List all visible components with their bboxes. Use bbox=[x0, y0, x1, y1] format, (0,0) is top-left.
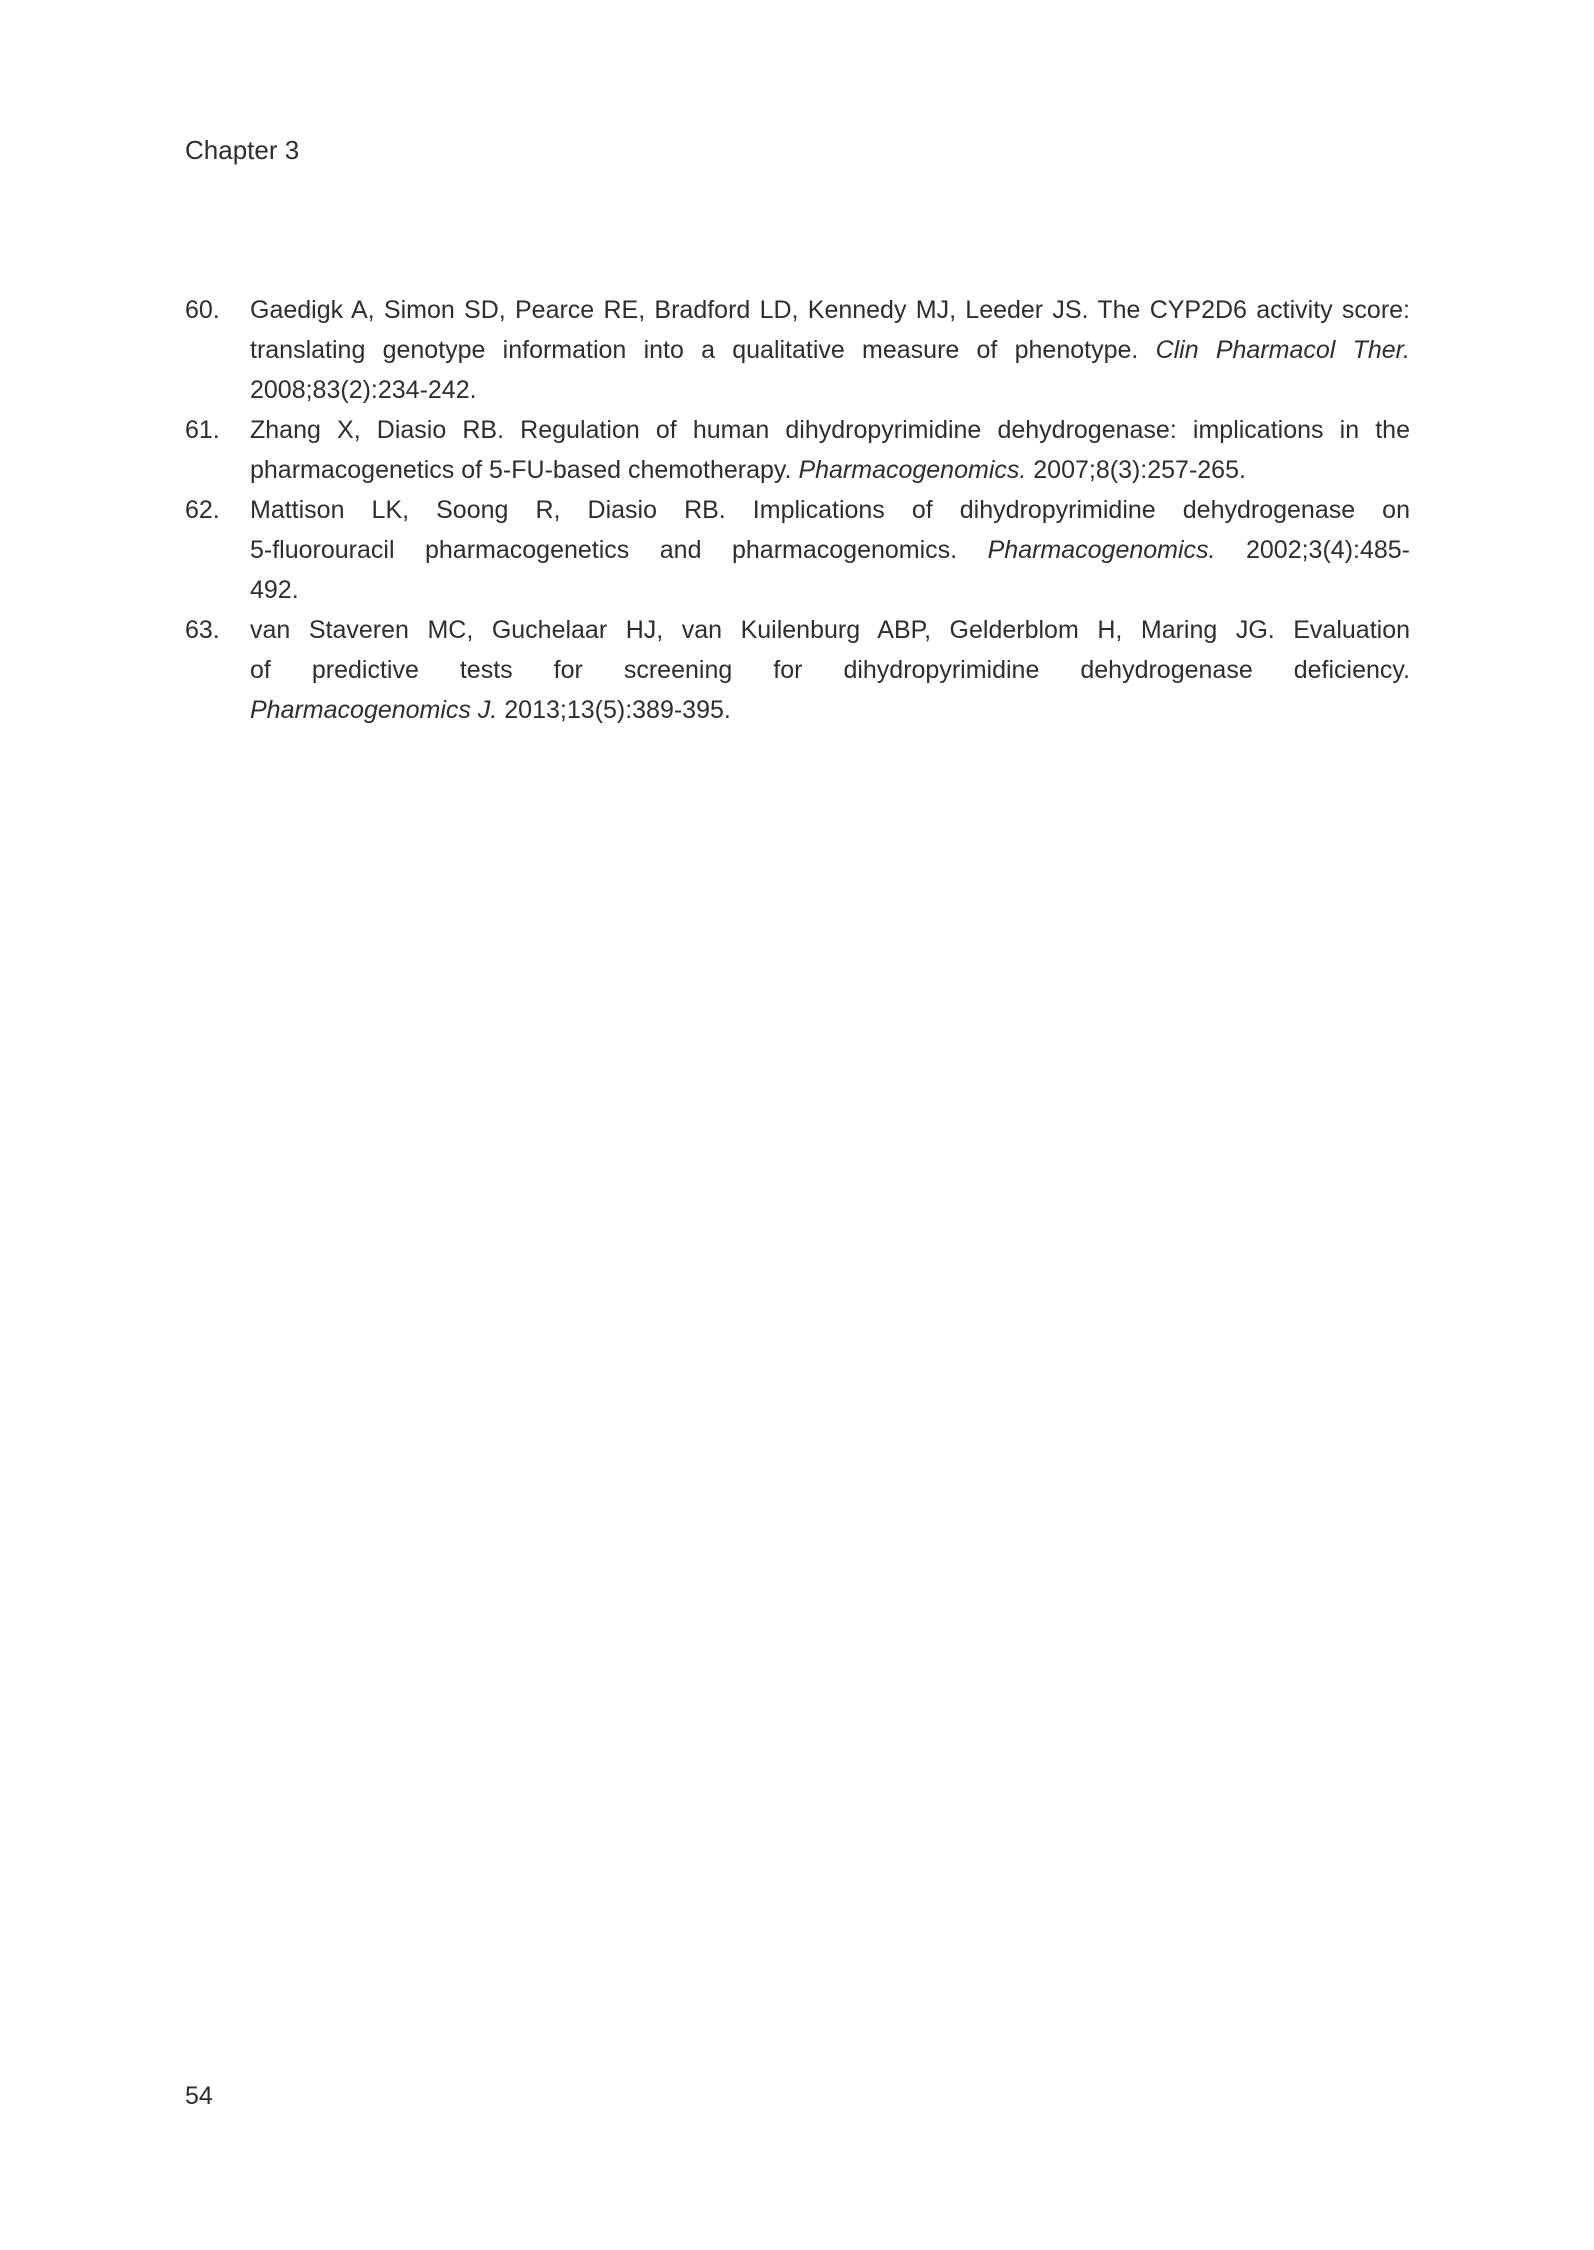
reference-item bbox=[185, 290, 1410, 410]
reference-line bbox=[250, 330, 1410, 370]
reference-text bbox=[250, 610, 1410, 730]
reference-line bbox=[250, 650, 1410, 690]
page-number: 54 bbox=[185, 2082, 213, 2110]
chapter-header: Chapter 3 bbox=[185, 135, 300, 165]
reference-segment: 2013;13(5):389-395. bbox=[497, 696, 731, 724]
reference-number: 63. bbox=[185, 616, 220, 644]
reference-segment: Mattison LK, Soong R, Diasio RB. Implications of dihydropyrimidine dehydrogenase on bbox=[250, 496, 1410, 524]
reference-line bbox=[250, 570, 1410, 610]
reference-segment: 2002;3(4):485- bbox=[1215, 536, 1410, 564]
reference-segment: of predictive tests for screening for dihydropyrimidine dehydrogenase deficiency. bbox=[250, 656, 1410, 684]
reference-segment: 5-fluorouracil pharmacogenetics and pharmacogenomics. bbox=[250, 536, 988, 564]
references-list bbox=[185, 290, 1410, 730]
reference-text bbox=[250, 410, 1410, 490]
journal-name: Pharmacogenomics. bbox=[798, 456, 1027, 484]
reference-line bbox=[250, 690, 1410, 730]
reference-segment: 2008;83(2):234-242. bbox=[250, 376, 477, 404]
journal-name: Pharmacogenomics J. bbox=[250, 696, 498, 724]
journal-name: Pharmacogenomics. bbox=[987, 536, 1216, 564]
reference-segment: 492. bbox=[250, 576, 299, 604]
reference-line bbox=[250, 610, 1410, 650]
reference-segment: Zhang X, Diasio RB. Regulation of human dihydropyrimidine dehydrogenase: implications in the bbox=[250, 416, 1410, 444]
reference-item bbox=[185, 610, 1410, 730]
reference-item bbox=[185, 490, 1410, 610]
reference-number: 62. bbox=[185, 496, 220, 524]
reference-line bbox=[250, 450, 1410, 490]
reference-line bbox=[250, 530, 1410, 570]
reference-line bbox=[250, 490, 1410, 530]
reference-text bbox=[250, 490, 1410, 610]
reference-line bbox=[250, 290, 1410, 330]
reference-segment: 2007;8(3):257-265. bbox=[1026, 456, 1246, 484]
reference-segment: van Staveren MC, Guchelaar HJ, van Kuilenburg ABP, Gelderblom H, Maring JG. Evaluation bbox=[250, 616, 1410, 644]
reference-number: 61. bbox=[185, 416, 220, 444]
reference-segment: Gaedigk A, Simon SD, Pearce RE, Bradford LD, Kennedy MJ, Leeder JS. The CYP2D6 activity score: bbox=[250, 296, 1410, 324]
reference-line bbox=[250, 370, 1410, 410]
reference-item bbox=[185, 410, 1410, 490]
reference-segment: translating genotype information into a qualitative measure of phenotype. bbox=[250, 336, 1156, 364]
reference-segment: pharmacogenetics of 5-FU-based chemotherapy. bbox=[250, 456, 799, 484]
journal-name: Clin Pharmacol Ther. bbox=[1155, 336, 1410, 364]
reference-number: 60. bbox=[185, 296, 220, 324]
reference-text bbox=[250, 290, 1410, 410]
reference-line bbox=[250, 410, 1410, 450]
